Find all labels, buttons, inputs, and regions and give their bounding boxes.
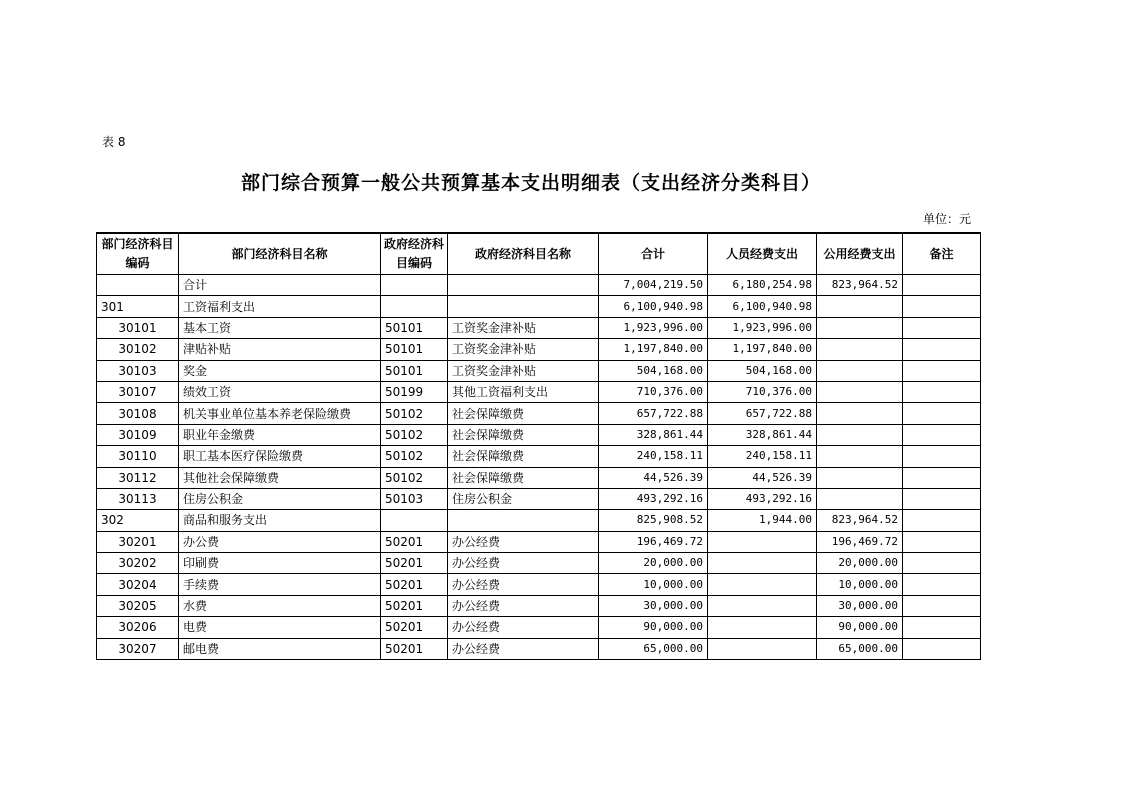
cell-gov-code: 50102	[381, 446, 448, 467]
cell-personnel	[708, 574, 817, 595]
header-gov-code: 政府经济科目编码	[381, 233, 448, 275]
table-row	[97, 275, 981, 296]
table-body	[97, 275, 981, 660]
cell-public: 65,000.00	[817, 638, 903, 659]
table-row	[97, 531, 981, 552]
table-row	[97, 574, 981, 595]
cell-public	[817, 488, 903, 509]
cell-dept-name: 合计	[179, 275, 381, 296]
cell-dept-code: 30202	[97, 553, 179, 574]
table-row	[97, 617, 981, 638]
cell-total: 1,197,840.00	[599, 339, 708, 360]
cell-public	[817, 360, 903, 381]
table-row	[97, 381, 981, 402]
cell-gov-name: 办公经费	[448, 638, 599, 659]
cell-gov-code: 50201	[381, 638, 448, 659]
cell-note	[903, 488, 981, 509]
cell-note	[903, 381, 981, 402]
cell-dept-name: 其他社会保障缴费	[179, 467, 381, 488]
table-row	[97, 467, 981, 488]
cell-dept-code: 30109	[97, 424, 179, 445]
cell-gov-code: 50101	[381, 339, 448, 360]
cell-public: 823,964.52	[817, 510, 903, 531]
cell-public	[817, 446, 903, 467]
cell-gov-code	[381, 275, 448, 296]
table-row	[97, 488, 981, 509]
header-total: 合计	[599, 233, 708, 275]
cell-note	[903, 531, 981, 552]
cell-public: 90,000.00	[817, 617, 903, 638]
cell-gov-name: 工资奖金津补贴	[448, 360, 599, 381]
cell-total: 65,000.00	[599, 638, 708, 659]
cell-note	[903, 424, 981, 445]
header-personnel: 人员经费支出	[708, 233, 817, 275]
cell-public: 30,000.00	[817, 595, 903, 616]
cell-gov-name	[448, 296, 599, 317]
cell-gov-code: 50102	[381, 403, 448, 424]
cell-gov-code	[381, 296, 448, 317]
cell-note	[903, 510, 981, 531]
cell-total: 10,000.00	[599, 574, 708, 595]
cell-gov-name: 办公经费	[448, 531, 599, 552]
cell-personnel: 240,158.11	[708, 446, 817, 467]
cell-dept-code: 30205	[97, 595, 179, 616]
table-row	[97, 296, 981, 317]
cell-note	[903, 617, 981, 638]
cell-gov-code: 50103	[381, 488, 448, 509]
cell-personnel: 6,100,940.98	[708, 296, 817, 317]
cell-gov-code: 50101	[381, 360, 448, 381]
cell-gov-code: 50199	[381, 381, 448, 402]
cell-note	[903, 574, 981, 595]
cell-gov-name	[448, 510, 599, 531]
cell-dept-name: 职工基本医疗保险缴费	[179, 446, 381, 467]
cell-dept-name: 工资福利支出	[179, 296, 381, 317]
table-row	[97, 339, 981, 360]
cell-note	[903, 296, 981, 317]
header-dept-code: 部门经济科目编码	[97, 233, 179, 275]
cell-total: 7,004,219.50	[599, 275, 708, 296]
table-row	[97, 510, 981, 531]
cell-personnel	[708, 595, 817, 616]
cell-dept-code: 30206	[97, 617, 179, 638]
header-note: 备注	[903, 233, 981, 275]
cell-personnel: 710,376.00	[708, 381, 817, 402]
cell-total: 196,469.72	[599, 531, 708, 552]
cell-total: 1,923,996.00	[599, 317, 708, 338]
cell-gov-name: 其他工资福利支出	[448, 381, 599, 402]
cell-dept-name: 住房公积金	[179, 488, 381, 509]
cell-gov-name: 工资奖金津补贴	[448, 339, 599, 360]
cell-dept-name: 津贴补贴	[179, 339, 381, 360]
cell-public: 10,000.00	[817, 574, 903, 595]
cell-personnel: 504,168.00	[708, 360, 817, 381]
cell-dept-code: 30101	[97, 317, 179, 338]
cell-dept-name: 手续费	[179, 574, 381, 595]
cell-personnel: 493,292.16	[708, 488, 817, 509]
cell-note	[903, 595, 981, 616]
cell-personnel: 44,526.39	[708, 467, 817, 488]
header-gov-name: 政府经济科目名称	[448, 233, 599, 275]
cell-personnel: 1,944.00	[708, 510, 817, 531]
table-number-label: 表 8	[102, 135, 126, 149]
table-header-row	[97, 233, 981, 275]
cell-public	[817, 403, 903, 424]
cell-personnel: 1,923,996.00	[708, 317, 817, 338]
cell-gov-code	[381, 510, 448, 531]
cell-personnel	[708, 553, 817, 574]
cell-gov-name: 工资奖金津补贴	[448, 317, 599, 338]
cell-total: 6,100,940.98	[599, 296, 708, 317]
cell-public	[817, 317, 903, 338]
cell-dept-code: 30204	[97, 574, 179, 595]
cell-public: 823,964.52	[817, 275, 903, 296]
cell-total: 657,722.88	[599, 403, 708, 424]
cell-dept-code	[97, 275, 179, 296]
cell-dept-code: 30112	[97, 467, 179, 488]
cell-note	[903, 360, 981, 381]
cell-dept-name: 印刷费	[179, 553, 381, 574]
cell-dept-name: 绩效工资	[179, 381, 381, 402]
cell-gov-name: 办公经费	[448, 595, 599, 616]
cell-gov-name: 社会保障缴费	[448, 424, 599, 445]
cell-personnel	[708, 531, 817, 552]
cell-public	[817, 296, 903, 317]
cell-gov-code: 50201	[381, 531, 448, 552]
cell-gov-name: 办公经费	[448, 617, 599, 638]
cell-dept-name: 职业年金缴费	[179, 424, 381, 445]
table-row	[97, 403, 981, 424]
cell-gov-code: 50201	[381, 617, 448, 638]
cell-personnel	[708, 638, 817, 659]
table-row	[97, 553, 981, 574]
cell-personnel: 657,722.88	[708, 403, 817, 424]
cell-dept-name: 机关事业单位基本养老保险缴费	[179, 403, 381, 424]
cell-note	[903, 317, 981, 338]
cell-gov-name: 办公经费	[448, 553, 599, 574]
cell-dept-code: 30102	[97, 339, 179, 360]
cell-dept-name: 水费	[179, 595, 381, 616]
cell-public	[817, 424, 903, 445]
cell-gov-name: 社会保障缴费	[448, 467, 599, 488]
cell-note	[903, 403, 981, 424]
cell-gov-code: 50102	[381, 424, 448, 445]
cell-public: 20,000.00	[817, 553, 903, 574]
cell-dept-code: 301	[97, 296, 179, 317]
cell-dept-code: 30201	[97, 531, 179, 552]
cell-dept-code: 30107	[97, 381, 179, 402]
cell-dept-name: 商品和服务支出	[179, 510, 381, 531]
cell-personnel: 328,861.44	[708, 424, 817, 445]
table-row	[97, 446, 981, 467]
cell-gov-name: 社会保障缴费	[448, 446, 599, 467]
cell-gov-name: 住房公积金	[448, 488, 599, 509]
cell-total: 825,908.52	[599, 510, 708, 531]
cell-dept-code: 30207	[97, 638, 179, 659]
cell-dept-name: 邮电费	[179, 638, 381, 659]
cell-total: 30,000.00	[599, 595, 708, 616]
cell-public	[817, 467, 903, 488]
cell-public	[817, 381, 903, 402]
table-row	[97, 360, 981, 381]
table-row	[97, 595, 981, 616]
cell-total: 20,000.00	[599, 553, 708, 574]
cell-dept-name: 电费	[179, 617, 381, 638]
cell-note	[903, 339, 981, 360]
cell-note	[903, 638, 981, 659]
cell-gov-name	[448, 275, 599, 296]
cell-dept-code: 30113	[97, 488, 179, 509]
cell-personnel: 6,180,254.98	[708, 275, 817, 296]
cell-personnel	[708, 617, 817, 638]
cell-total: 504,168.00	[599, 360, 708, 381]
page-title: 部门综合预算一般公共预算基本支出明细表（支出经济分类科目）	[240, 172, 821, 194]
cell-dept-code: 30110	[97, 446, 179, 467]
cell-dept-code: 30103	[97, 360, 179, 381]
unit-label: 单位：元	[922, 212, 971, 226]
cell-note	[903, 467, 981, 488]
cell-dept-name: 基本工资	[179, 317, 381, 338]
cell-gov-name: 办公经费	[448, 574, 599, 595]
table-row	[97, 317, 981, 338]
cell-dept-code: 302	[97, 510, 179, 531]
cell-total: 493,292.16	[599, 488, 708, 509]
cell-dept-name: 奖金	[179, 360, 381, 381]
cell-note	[903, 446, 981, 467]
cell-gov-name: 社会保障缴费	[448, 403, 599, 424]
cell-dept-code: 30108	[97, 403, 179, 424]
cell-gov-code: 50201	[381, 574, 448, 595]
cell-dept-name: 办公费	[179, 531, 381, 552]
cell-gov-code: 50101	[381, 317, 448, 338]
cell-gov-code: 50201	[381, 553, 448, 574]
cell-total: 710,376.00	[599, 381, 708, 402]
cell-note	[903, 275, 981, 296]
header-public: 公用经费支出	[817, 233, 903, 275]
table-row	[97, 424, 981, 445]
table-row	[97, 638, 981, 659]
cell-gov-code: 50201	[381, 595, 448, 616]
cell-personnel: 1,197,840.00	[708, 339, 817, 360]
cell-total: 328,861.44	[599, 424, 708, 445]
cell-note	[903, 553, 981, 574]
budget-table	[96, 232, 981, 660]
cell-public: 196,469.72	[817, 531, 903, 552]
cell-total: 90,000.00	[599, 617, 708, 638]
cell-public	[817, 339, 903, 360]
cell-total: 240,158.11	[599, 446, 708, 467]
cell-gov-code: 50102	[381, 467, 448, 488]
header-dept-name: 部门经济科目名称	[179, 233, 381, 275]
cell-total: 44,526.39	[599, 467, 708, 488]
